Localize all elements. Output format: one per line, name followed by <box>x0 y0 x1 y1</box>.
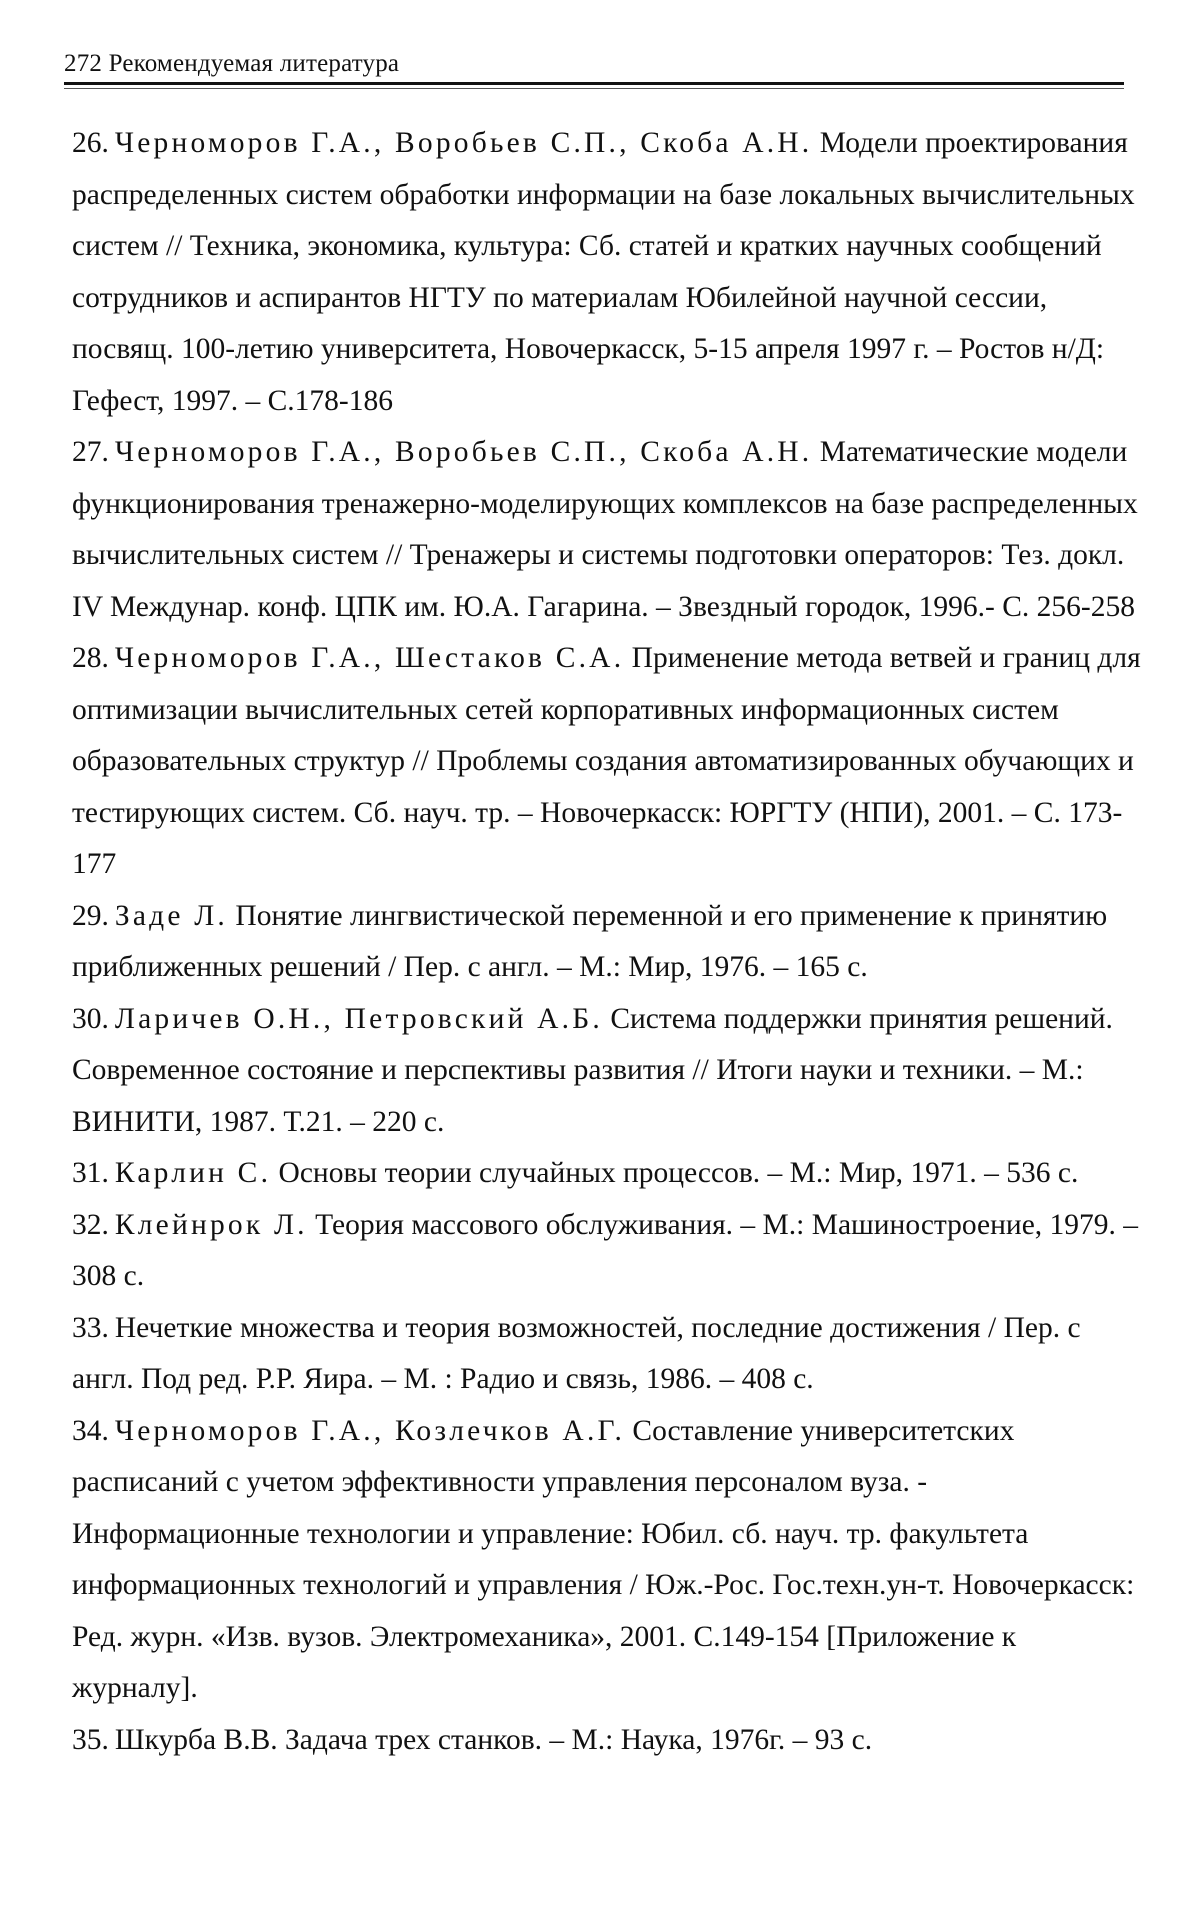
running-header <box>64 50 399 78</box>
reference-item <box>72 1715 1142 1767</box>
reference-text: Математические модели функционирования тренажерно-моделирующих комплексов на базе распределенных вычислительных систем // Тренажеры и системы подготовки операторов: Тез. докл. IV Междунар. конф. ЦПК им. Ю.А. Гагарина. – Звездный городок, 1996.- С. 256-258 <box>72 436 1138 623</box>
reference-authors: Ларичев О.Н., Петровский А.Б. <box>114 1002 603 1035</box>
running-title: Рекомендуемая литература <box>108 50 400 77</box>
reference-item <box>72 1303 1142 1406</box>
reference-text: Основы теории случайных процессов. – М.: Мир, 1971. – 536 с. <box>278 1157 1079 1189</box>
reference-item <box>72 633 1142 891</box>
reference-text: Составление университетских расписаний с учетом эффективности управления персоналом вуза. - Информационные технологии и управление: Юбил. сб. науч. тр. факультета информационных технологий и управления / Юж.-Рос. Гос.техн.ун-т. Новочеркасск: Ред. журн. «Изв. вузов. Электромеханика», 2001. С.149-154 [Приложение к журналу]. <box>72 1414 1135 1704</box>
reference-text: Нечеткие множества и теория возможностей, последние достижения / Пер. с англ. Под ред. Р.Р. Яира. – М. : Радио и связь, 1986. – 408 с. <box>72 1311 1081 1395</box>
reference-number: 34. <box>72 1414 109 1447</box>
reference-text: Теория массового обслуживания. – М.: Машиностроение, 1979. – 308 с. <box>72 1208 1139 1292</box>
reference-text: Модели проектирования распределенных систем обработки информации на базе локальных вычислительных систем // Техника, экономика, культура: Сб. статей и кратких научных сообщений сотрудников и аспирантов НГТУ по материалам Юбилейной научной сессии, посвящ. 100-летию университета, Новочеркасск, 5-15 апреля 1997 г. – Ростов н/Д: Гефест, 1997. – С.178-186 <box>72 127 1135 417</box>
reference-number: 30. <box>72 1002 109 1035</box>
reference-number: 32. <box>72 1208 109 1241</box>
reference-text: Понятие лингвистической переменной и его применение к принятию приближенных решений / Пер. с англ. – М.: Мир, 1976. – 165 с. <box>72 899 1108 983</box>
reference-number: 26. <box>72 127 109 159</box>
reference-authors: Черноморов Г.А., Воробьев С.П., Скоба А.Н. <box>114 127 813 159</box>
reference-text: Шкурба В.В. Задача трех станков. – М.: Наука, 1976г. – 93 с. <box>114 1723 873 1756</box>
reference-number: 27. <box>72 436 109 468</box>
reference-item <box>72 1200 1142 1303</box>
reference-item <box>72 1148 1142 1200</box>
reference-number: 33. <box>72 1311 109 1344</box>
reference-item <box>72 1406 1142 1715</box>
page-number: 272 <box>64 50 103 77</box>
header-rule <box>64 82 1124 85</box>
reference-number: 28. <box>72 642 109 674</box>
reference-authors: Черноморов Г.А., Шестаков С.А. <box>114 642 625 674</box>
reference-authors: Черноморов Г.А., Воробьев С.П., Скоба А.Н. <box>114 436 813 468</box>
reference-authors: Клейнрок Л. <box>114 1208 308 1241</box>
reference-text: Применение метода ветвей и границ для оптимизации вычислительных сетей корпоративных информационных систем образовательных структур // Проблемы создания автоматизированных обучающих и тестирующих систем. Сб. науч. тр. – Новочеркасск: ЮРГТУ (НПИ), 2001. – С. 173-177 <box>72 642 1141 880</box>
reference-number: 35. <box>72 1723 109 1756</box>
reference-list <box>72 118 1142 1766</box>
reference-item <box>72 891 1142 994</box>
reference-number: 31. <box>72 1157 109 1189</box>
reference-authors: Заде Л. <box>114 899 229 932</box>
header-rule-thin <box>64 88 1124 89</box>
reference-item <box>72 994 1142 1149</box>
reference-number: 29. <box>72 899 109 932</box>
reference-authors: Черноморов Г.А., Козлечков А.Г. <box>114 1414 626 1447</box>
reference-item <box>72 427 1142 633</box>
reference-text: Система поддержки принятия решений. Современное состояние и перспективы развития // Итоги науки и техники. – М.: ВИНИТИ, 1987. Т.21. – 220 с. <box>72 1002 1113 1138</box>
reference-authors: Карлин С. <box>114 1157 272 1189</box>
reference-item <box>72 118 1142 427</box>
